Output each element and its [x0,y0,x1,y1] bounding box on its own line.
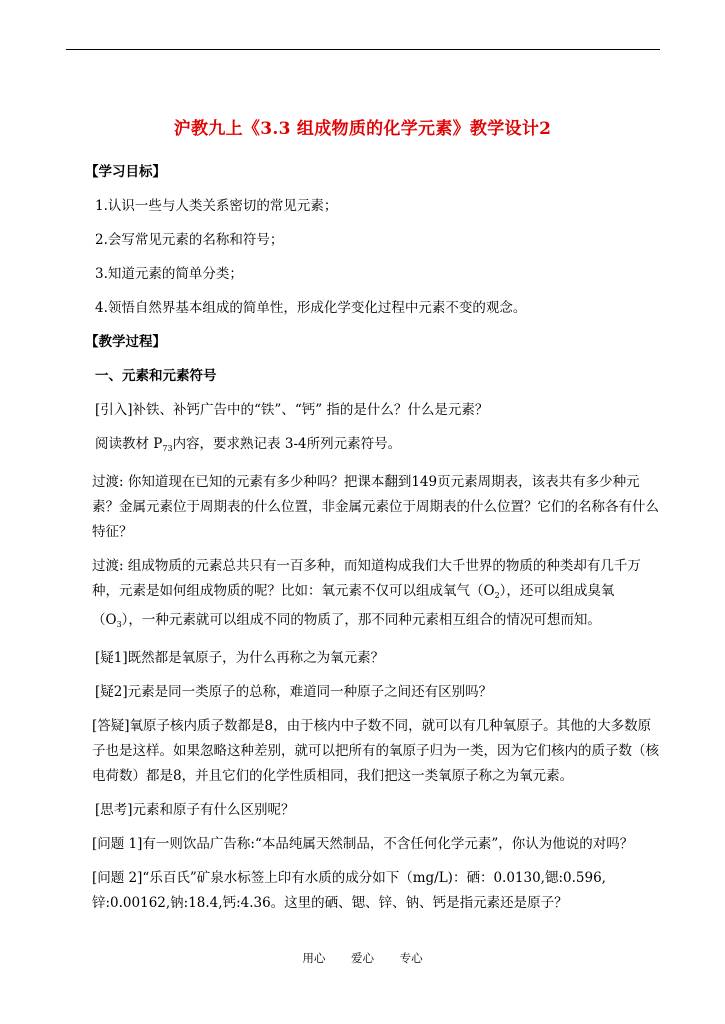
objective-item: 4.领悟自然界基本组成的简单性，形成化学变化过程中元素不变的观念。 [95,300,527,316]
objective-item: 1.认识一些与人类关系密切的常见元素； [95,198,338,214]
transition1-paragraph: 过渡: 你知道现在已知的元素有多少种吗？把课本翻到149页元素周期表，该表共有多少种元素？金属元素位于周期表的什么位置，非金属元素位于周期表的什么位置？它们的名称各有什么特征？ [92,474,659,540]
objective-item: 3.知道元素的简单分类； [95,266,243,282]
transition2-paragraph [92,554,663,637]
think-paragraph: [思考]元素和原子有什么区别呢？ [95,802,295,818]
transition2-part-a: 过渡: 组成物质的元素总共只有一百多种，而知道构成我们大千世界的物质的种类却有几千万种，元素是如何组成物质的呢？比如：氧元素不仅可以组成氧气（O [92,558,641,599]
reading-paragraph [95,432,663,461]
reading-post: 内容，要求熟记表 3-4所列元素符号。 [172,436,402,452]
transition2-part-c: ），一种元素就可以组成不同的物质了，那不同种元素相互组合的情况可想而知。 [121,612,601,628]
doubt2-paragraph: [疑2]元素是同一类原子的总称，难道同一种原子之间还有区别吗？ [95,684,493,700]
page-footer [0,950,725,966]
objective-item: 2.会写常见元素的名称和符号； [95,232,284,248]
document-body [85,160,663,925]
reading-pre: 阅读教材 P [95,436,163,452]
footer-item: 用心 [302,951,326,965]
process-heading: 【教学过程】 [85,334,166,350]
objectives-heading: 【学习目标】 [85,164,166,180]
o2-subscript: 2 [494,591,500,600]
doubt1-paragraph: [疑1]既然都是氧原子，为什么再称之为氧元素？ [95,650,385,666]
footer-item: 专心 [399,951,423,965]
intro-paragraph: [引入]补铁、补钙广告中的“铁”、“钙” 指的是什么？什么是元素？ [95,402,489,418]
transition2-part-b: ），还可以组成臭氧（O [92,583,615,628]
question1-paragraph: [问题 1]有一则饮品广告称:“本品纯属天然制品，不含任何化学元素”，你认为他说的对吗？ [92,836,634,852]
answer-paragraph: [答疑]氧原子核内质子数都是8，由于核内中子数不同，就可以有几种氧原子。其他的大多数原子也是这样。如果忽略这种差别，就可以把所有的氧原子归为一类，因为它们核内的质子数（核电荷数）都是8，并且它们的化学性质相同，我们把这一类氧原子称之为氧元素。 [92,718,659,784]
page-title: 沪教九上《3.3 组成物质的化学元素》教学设计2 [173,119,552,139]
o3-subscript: 3 [116,620,122,629]
question2-paragraph: [问题 2]“乐百氏”矿泉水标签上印有水质的成分如下（mg/L)：硒：0.0130,锶:0.596,锌:0.00162,钠:18.4,钙:4.36。这里的硒、锶、锌、钠、钙是指元素还是原子？ [92,870,606,911]
part1-heading: 一、元素和元素符号 [95,368,217,384]
header-rule [66,49,660,50]
footer-item: 爱心 [351,951,374,965]
reading-page-subscript: 73 [162,444,173,453]
